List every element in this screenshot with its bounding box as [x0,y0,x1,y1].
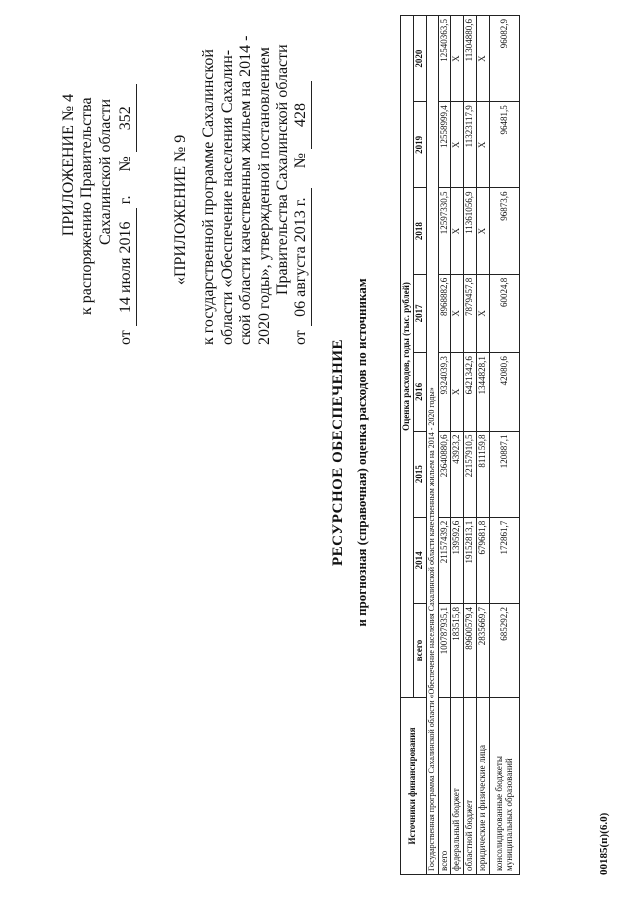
cell-value: 23640880,6 [438,431,451,517]
cell-value: X [477,188,490,274]
cell-value: X [451,274,464,352]
appendix9-line3: ской области качественным жильем на 2014 - [237,35,255,345]
estimate-column-header: Оценка расходов, годы (тыс. рублей) [401,16,414,698]
appendix9-date-line [292,5,311,345]
cell-value: 21157439,2 [438,517,451,603]
cell-value: 96481,5 [490,102,520,188]
cell-value: X [477,274,490,352]
cell-value: 96082,9 [490,16,520,102]
cell-value: 11361056,9 [464,188,477,274]
cell-value: 12558999,4 [438,102,451,188]
cell-value: 9324039,3 [438,353,451,431]
cell-value: 679681,8 [477,517,490,603]
cell-value: 11323117,9 [464,102,477,188]
appendix9-line5: Правительства Сахалинской области [273,44,291,295]
year-header: 2018 [413,188,426,274]
cell-value: 1344828,1 [477,353,490,431]
from-label: от [117,330,135,345]
cell-value: 685292,2 [490,603,520,697]
cell-value: 19152813,1 [464,517,477,603]
year-header: 2015 [413,431,426,517]
appendix4-line1: к распоряжению Правительства [78,97,96,315]
table-row [490,16,520,875]
appendix9-line4: 2020 годы», утвержденной постановлением [255,47,273,345]
cell-value: X [451,188,464,274]
cell-value: X [477,16,490,102]
row-label: федеральный бюджет [451,698,464,875]
appendix9-line2: области «Обеспечение населения Сахалин- [218,49,236,345]
program-title-cell: Государственная программа Сахалинской области «Обеспечение населения Сахалинской области качественным жильем на 2014 - 2020 годы» [426,16,438,875]
resource-table [400,15,520,875]
cell-value: 172861,7 [490,517,520,603]
table-row [477,16,490,875]
source-column-header: Источники финансирования [401,698,427,875]
row-label: консолидированные бюджеты муниципальных образований [490,698,520,875]
cell-value: 11304880,6 [464,16,477,102]
cell-value: 811159,8 [477,431,490,517]
appendix9-no-label: № [292,152,310,169]
appendix9-line1: к государственной программе Сахалинской [200,49,218,345]
row-label: юридические и физические лица [477,698,490,875]
cell-value: 89600579,4 [464,603,477,697]
cell-value: 42080,6 [490,353,520,431]
cell-value: X [451,353,464,431]
number-value: 352 [117,84,136,152]
appendix9-block [172,5,312,345]
appendix9-date: 06 августа 2013 г. [292,188,311,326]
appendix4-line2: Сахалинской области [96,98,114,245]
cell-value: X [451,16,464,102]
cell-value: 22157910,5 [464,431,477,517]
cell-value: 120887,1 [490,431,520,517]
cell-value: 6421342,6 [464,353,477,431]
year-suffix: г. [117,195,135,205]
year-header: 2016 [413,353,426,431]
row-label: всего [438,698,451,875]
year-header: 2017 [413,274,426,352]
table-row [438,16,451,875]
document-title: РЕСУРСНОЕ ОБЕСПЕЧЕНИЕ [330,338,346,567]
appendix4-title: ПРИЛОЖЕНИЕ № 4 [60,93,77,237]
cell-value: 139592,6 [451,517,464,603]
number-label: № [117,156,135,172]
cell-value: 43923,2 [451,431,464,517]
table-row [464,16,477,875]
appendix4-block [60,15,137,345]
document-subtitle: и прогнозная (справочная) оценка расходов по источникам [354,278,369,627]
appendix9-no: 428 [292,81,311,149]
cell-value: 7879457,8 [464,274,477,352]
cell-value: X [477,102,490,188]
table-row [451,16,464,875]
cell-value: 60024,8 [490,274,520,352]
cell-value: 12540363,5 [438,16,451,102]
year-header: всего [413,603,426,697]
row-label: областной бюджет [464,698,477,875]
document-code: 00185(п)(6.0) [598,812,610,875]
cell-value: X [451,102,464,188]
cell-value: 12597330,5 [438,188,451,274]
cell-value: 183515,8 [451,603,464,697]
year-header: 2020 [413,16,426,102]
cell-value: 2835669,7 [477,603,490,697]
cell-value: 96873,6 [490,188,520,274]
appendix9-title: «ПРИЛОЖЕНИЕ № 9 [172,134,189,285]
year-header: 2014 [413,517,426,603]
year-header: 2019 [413,102,426,188]
table-header-row [401,16,414,875]
appendix4-date-line [117,15,136,345]
date-value: 14 июля 2016 [117,208,136,326]
appendix9-from: от [292,330,310,345]
cell-value: 100787935,1 [438,603,451,697]
cell-value: 8968882,6 [438,274,451,352]
program-row [426,16,438,875]
